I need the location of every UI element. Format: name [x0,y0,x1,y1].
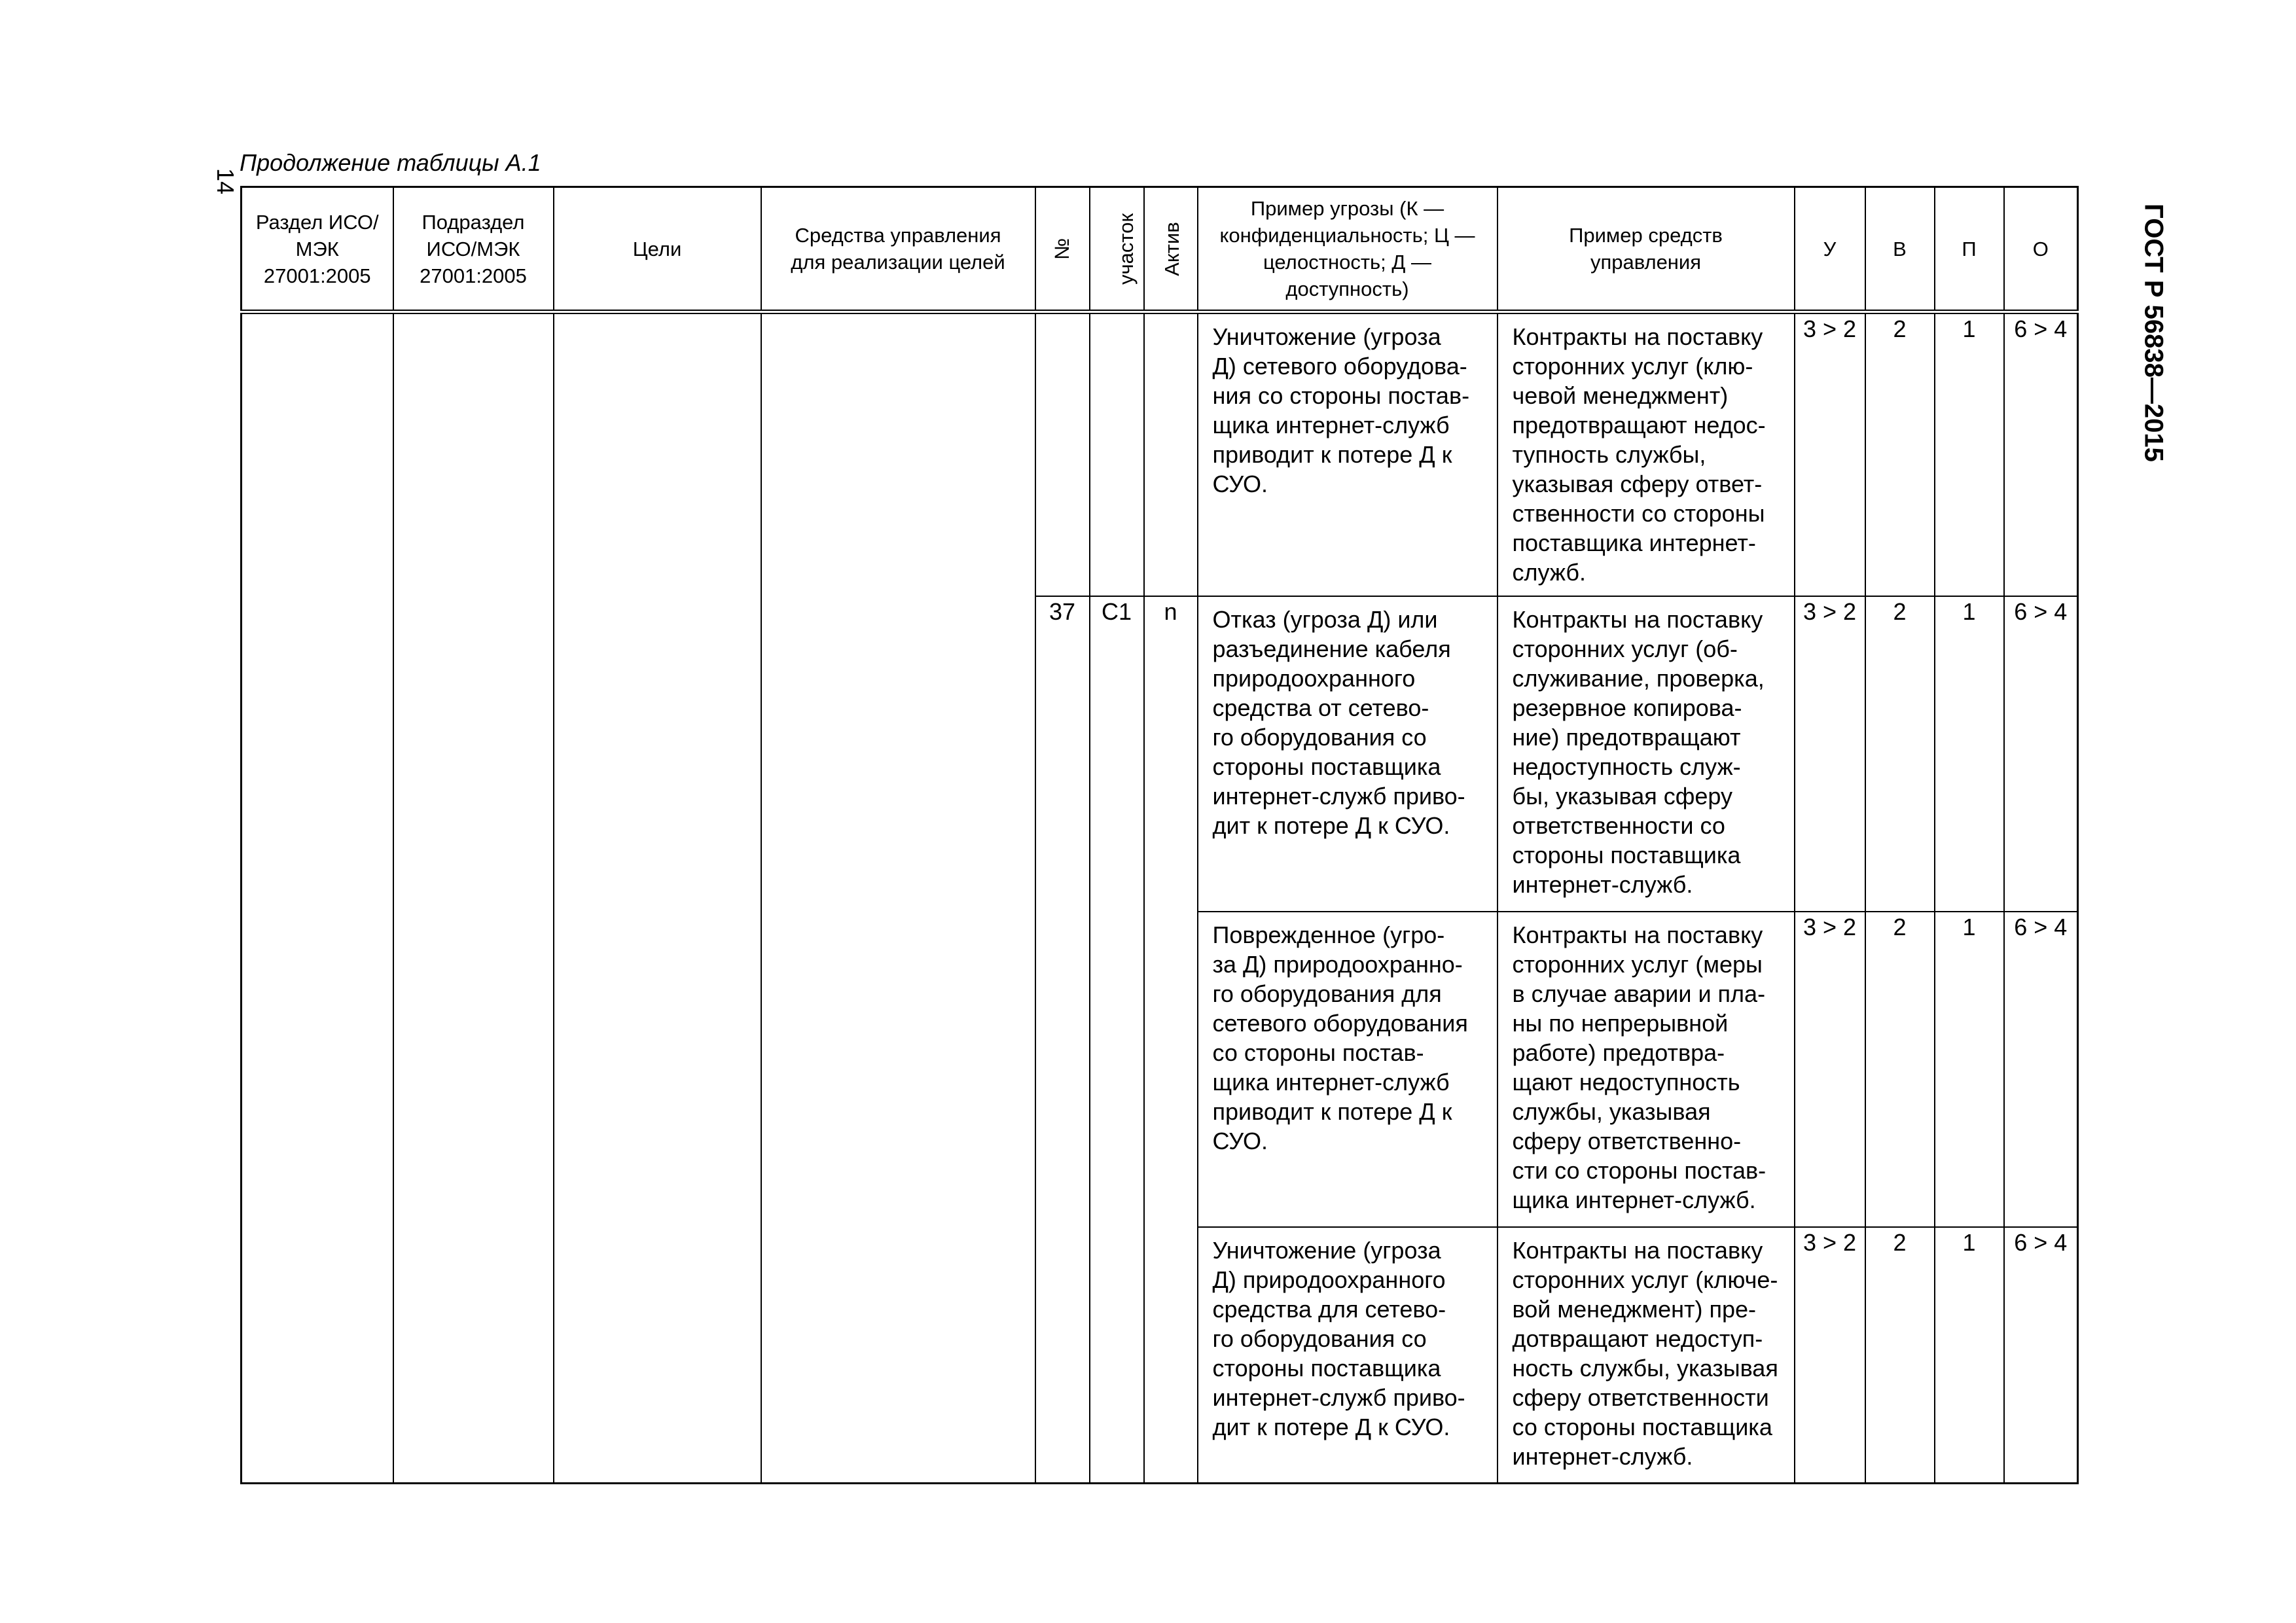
table-row [242,312,2078,596]
header-threat: Пример угрозы (К — конфиденциальность; Ц — целостность; Д — доступность) [1198,187,1498,312]
header-o: О [2004,187,2078,312]
control-text: Контракты на поставку сторонних услуг (клю- чевой менеджмент) предотвращают недос- тупность службы, указывая сферу ответ- ственности со стороны поставщика интернет- служб. [1512,323,1766,586]
cell-section [242,312,393,1484]
cell-goals [554,312,761,1484]
cell-u: 3 > 2 [1795,912,1865,1227]
control-text: Контракты на поставку сторонних услуг (об- служивание, проверка, резервное копирова- ние) предотвращают недоступность служ- бы, указывая сферу ответственности со стороны поставщика интернет-служб. [1512,605,1765,898]
cell-threat [1198,312,1498,596]
cell-control-example [1498,1227,1795,1484]
cell-p: 1 [1935,1227,2004,1484]
header-area-text: участок [1114,213,1138,285]
header-controls: Средства управления для реализации целей [761,187,1035,312]
header-u: У [1795,187,1865,312]
cell-o: 6 > 4 [2004,312,2078,596]
control-text: Контракты на поставку сторонних услуг (ключе- вой менеджмент) пре- дотвращают недоступ- ность службы, указывая сферу ответственности со стороны поставщика интернет-служб. [1512,1236,1778,1470]
threat-text: Уничтожение (угроза Д) природоохранного средства для сетево- го оборудования со стороны поставщика интернет-служб приво- дит к потере Д к СУО. [1212,1236,1465,1440]
page-number: 14 [212,168,240,195]
document-code: ГОСТ Р 56838—2015 [2139,204,2168,462]
cell-threat [1198,596,1498,912]
header-subsection: Подраздел ИСО/МЭК 27001:2005 [393,187,554,312]
threat-text: Уничтожение (угроза Д) сетевого оборудова- ния со стороны постав- щика интернет-служб приводит к потере Д к СУО. [1212,323,1470,497]
threat-text: Отказ (угроза Д) или разъединение кабеля природоохранного средства от сетево- го оборудования со стороны поставщика интернет-служб приво- дит к потере Д к СУО. [1212,605,1465,839]
cell-threat [1198,1227,1498,1484]
cell-u: 3 > 2 [1795,312,1865,596]
cell-controls [761,312,1035,1484]
header-row [242,187,2078,312]
header-goals: Цели [554,187,761,312]
cell-p: 1 [1935,596,2004,912]
cell-number [1035,312,1090,596]
cell-v: 2 [1865,596,1935,912]
cell-u: 3 > 2 [1795,1227,1865,1484]
table-caption: Продолжение таблицы А.1 [240,149,541,176]
cell-v: 2 [1865,912,1935,1227]
cell-asset [1144,312,1198,596]
cell-p: 1 [1935,912,2004,1227]
header-asset [1144,187,1198,312]
cell-v: 2 [1865,312,1935,596]
cell-control-example [1498,312,1795,596]
header-control-example: Пример средств управления [1498,187,1795,312]
header-area [1090,187,1144,312]
header-v: В [1865,187,1935,312]
header-number-text: № [1050,238,1074,260]
cell-o: 6 > 4 [2004,912,2078,1227]
cell-number: 37 [1035,596,1090,1484]
header-section: Раздел ИСО/МЭК 27001:2005 [242,187,393,312]
cell-area: С1 [1090,596,1144,1484]
header-p: П [1935,187,2004,312]
header-number [1035,187,1090,312]
control-text: Контракты на поставку сторонних услуг (меры в случае аварии и пла- ны по непрерывной работе) предотвра- щают недоступность службы, указывая сферу ответственно- сти со стороны постав- щика интернет-служб. [1512,921,1767,1213]
cell-control-example [1498,912,1795,1227]
cell-o: 6 > 4 [2004,1227,2078,1484]
cell-v: 2 [1865,1227,1935,1484]
cell-o: 6 > 4 [2004,596,2078,912]
risk-table [240,186,2079,1484]
cell-threat [1198,912,1498,1227]
cell-control-example [1498,596,1795,912]
threat-text: Поврежденное (угро- за Д) природоохранно- го оборудования для сетевого оборудования со стороны постав- щика интернет-служб приводит к потере Д к СУО. [1212,921,1468,1154]
cell-area [1090,312,1144,596]
cell-p: 1 [1935,312,2004,596]
cell-asset: n [1144,596,1198,1484]
cell-subsection [393,312,554,1484]
cell-u: 3 > 2 [1795,596,1865,912]
header-asset-text: Актив [1160,221,1183,276]
